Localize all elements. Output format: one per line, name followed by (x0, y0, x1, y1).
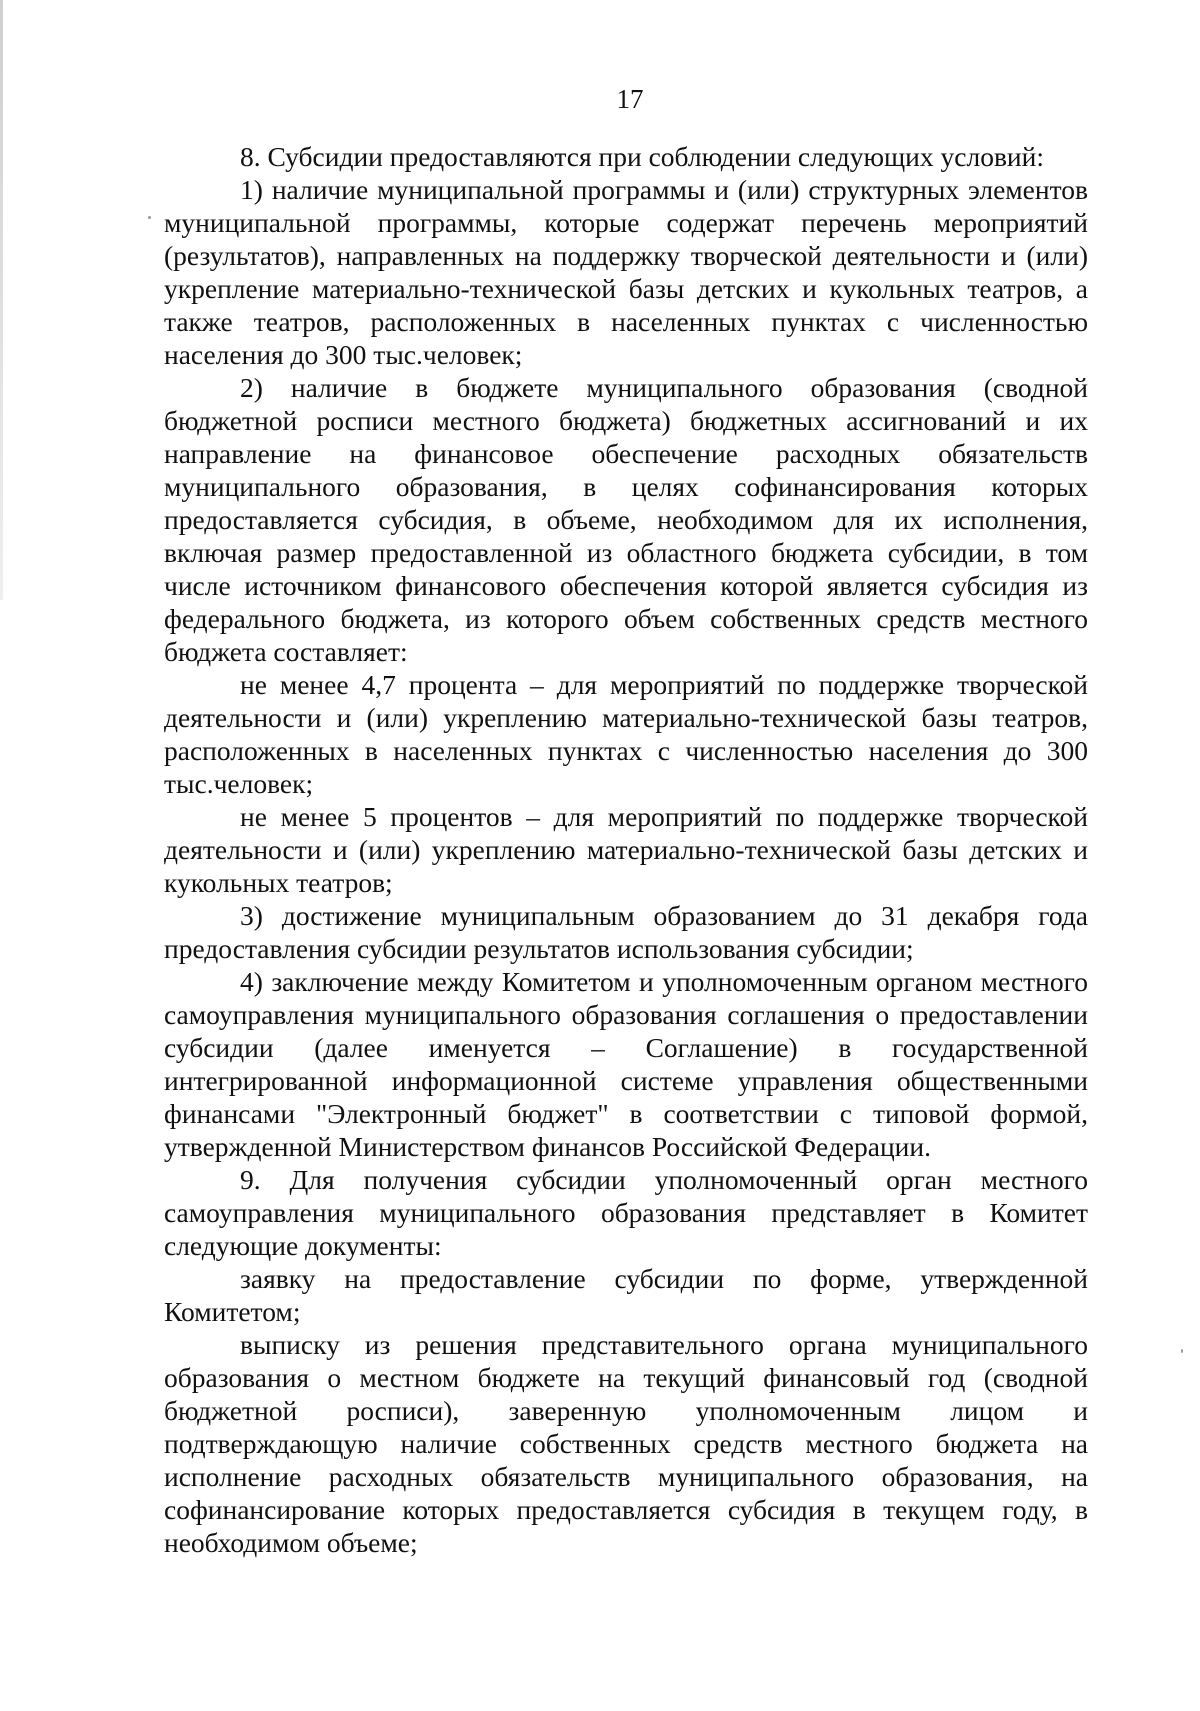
scan-speck (1181, 1349, 1183, 1353)
condition-2-share-children-theatres: не менее 5 процентов – для мероприятий по поддержке творческой деятельности и (или) укреплению материально-технической базы детских и кукольных театров; (164, 801, 1088, 898)
condition-1: 1) наличие муниципальной программы и (или) структурных элементов муниципальной программы, которые содержат перечень мероприятий (результатов), направленных на поддержку творческой деятельности и (или) укрепление материально-технической базы детских и кукольных театров, а также театров, расположенных в населенных пунктах с численностью населения до 300 тыс.человек; (164, 174, 1088, 370)
condition-4: 4) заключение между Комитетом и уполномоченным органом местного самоуправления муниципального образования соглашения о предоставлении субсидии (далее именуется – Соглашение) в государственной интегрированной информационной системе управления общественными финансами "Электронный бюджет" в соответствии с типовой формой, утвержденной Министерством финансов Российской Федерации. (164, 966, 1088, 1162)
document-item-budget-extract: выписку из решения представительного органа муниципального образования о местном бюджете на текущий финансовый год (сводной бюджетной росписи), заверенную уполномоченным лицом и подтверждающую наличие собственных средств местного бюджета на исполнение расходных обязательств муниципального образования, на софинансирование которых предоставляется субсидия в текущем году, в необходимом объеме; (164, 1329, 1088, 1558)
page-number: 17 (616, 84, 644, 114)
clause-9-heading: 9. Для получения субсидии уполномоченный орган местного самоуправления муниципального образования представляет в Комитет следующие документы: (164, 1164, 1088, 1261)
document-item-application: заявку на предоставление субсидии по форме, утвержденной Комитетом; (164, 1263, 1088, 1327)
clause-8-heading: 8. Субсидии предоставляются при соблюдении следующих условий: (240, 141, 1044, 172)
condition-3: 3) достижение муниципальным образованием до 31 декабря года предоставления субсидии результатов использования субсидии; (164, 900, 1088, 964)
condition-2: 2) наличие в бюджете муниципального образования (сводной бюджетной росписи местного бюджета) бюджетных ассигнований и их направление на финансовое обеспечение расходных обязательств муниципального образования, в целях софинансирования которых предоставляется субсидия, в объеме, необходимом для их исполнения, включая размер предоставленной из областного бюджета субсидии, в том числе источником финансового обеспечения которой является субсидия из федерального бюджета, из которого объем собственных средств местного бюджета составляет: (164, 372, 1088, 667)
document-body (164, 140, 1088, 1559)
condition-2-share-theatres: не менее 4,7 процента – для мероприятий по поддержке творческой деятельности и (или) укреплению материально-технической базы театров, расположенных в населенных пунктах с численностью населения до 300 тыс.человек; (164, 669, 1088, 799)
scan-speck (148, 216, 151, 219)
